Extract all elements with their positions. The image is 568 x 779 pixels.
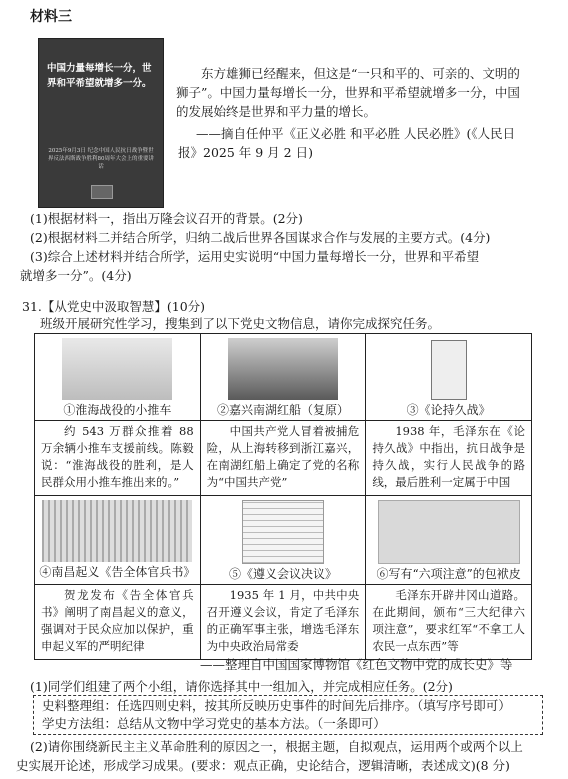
group-option-method: 学史方法组：总结从文物中学习党史的基本方法。（一条即可）	[42, 716, 386, 731]
group-option-sorting: 史料整理组：任选四则史料，按其所反映历史事件的时间先后排序。（填写序号即可）	[42, 698, 511, 713]
wheelbarrow-image	[62, 338, 172, 400]
artifact-caption: ⑤《遵义会议决议》	[228, 567, 337, 581]
red-boat-image	[228, 338, 338, 400]
table-credit: ——整理自中国国家博物馆《红色文物中党的成长史》等	[200, 657, 513, 672]
artifact-description: 毛泽东开辟井冈山道路。在此期间，颁布“三大纪律六项注意”，要求红军“不拿工人农民一点东西”等	[372, 588, 525, 653]
quote-source	[178, 124, 541, 162]
book-image	[431, 340, 467, 400]
source-line: ——摘自任仲平《正义必胜 和平必胜 人民必胜》(《人民日	[196, 126, 516, 141]
artifact-caption: ③《论持久战》	[406, 403, 491, 417]
artifact-description: 约 543 万群众推着 88 万余辆小推车支援前线。陈毅说：“淮海战役的胜利，是人民群众用小推车推出来的。”	[41, 424, 194, 489]
book-cover-subtitle: 2025年9月3日 纪念中国人民抗日战争暨世界反法西斯战争胜利80周年大会上的重要讲话	[48, 148, 154, 170]
material-heading: 材料三	[30, 9, 72, 25]
question-3-line: 就增多一分”。(4分)	[20, 268, 132, 283]
artifact-cell	[35, 334, 201, 421]
quote-line: 狮子”。中国力量每增长一分，世界和平希望就增多一分，中国	[176, 85, 520, 100]
question-3	[20, 247, 550, 285]
artifact-cell	[200, 334, 366, 421]
task-1: (1)同学们组建了两个小组，请你选择其中一组加入，并完成相应任务。(2分)	[30, 679, 453, 694]
publisher-logo-icon	[91, 185, 113, 199]
quote-line: 东方雄狮已经醒来，但这是“一只和平的、可亲的、文明的	[201, 66, 520, 81]
proclamation-image	[42, 500, 192, 562]
task-2-line: 史实展开论述，形成学习成果。(要求：观点正确，史论结合，逻辑清晰，表述成文)(8 分)	[16, 758, 510, 773]
artifact-caption: ①淮海战役的小推车	[63, 403, 172, 417]
book-cover-image	[38, 38, 164, 208]
artifact-description: 1938 年，毛泽东在《论持久战》中指出，抗日战争是持久战，实行人民战争的路线，最后胜利一定属于中国	[372, 424, 525, 489]
artifact-caption: ②嘉兴南湖红船（复原）	[216, 403, 349, 417]
question-31-heading: 31.【从党史中汲取智慧】(10分)	[22, 299, 206, 314]
question-2: (2)根据材料二并结合所学，归纳二战后世界各国谋求合作与发展的主要方式。(4分)	[30, 230, 491, 245]
question-1: (1)根据材料一，指出万隆会议召开的背景。(2分)	[30, 211, 303, 226]
question-31-intro: 班级开展研究性学习，搜集到了以下党史文物信息，请你完成探究任务。	[40, 316, 441, 331]
book-cover-title: 中国力量每增长一分，世界和平希望就增多一分。	[47, 63, 152, 89]
artifact-caption: ④南昌起义《告全体官兵书》	[39, 565, 196, 579]
task-2-line: (2)请你围绕新民主主义革命胜利的原因之一，根据主题，自拟观点，运用两个或两个以上	[30, 739, 523, 754]
question-3-line: (3)综合上述材料并结合所学，运用史实说明“中国力量每增长一分，世界和平希望	[30, 249, 480, 264]
group-options-box	[33, 695, 543, 735]
artifact-cell	[200, 496, 366, 585]
artifact-cell	[366, 496, 532, 585]
artifact-cell	[35, 496, 201, 585]
artifact-description: 1935 年 1 月，中共中央召开遵义会议，肯定了毛泽东的正确军事主张，增选毛泽东为中央政治局常委	[206, 588, 360, 653]
quote-line: 的发展始终是世界和平力量的增长。	[176, 104, 377, 119]
source-line: 报》2025 年 9 月 2 日)	[178, 145, 313, 160]
artifact-description: 贺龙发布《告全体官兵书》阐明了南昌起义的意义，强调对于民众应加以保护，重申起义军的严明纪律	[41, 588, 194, 653]
artifact-description: 中国共产党人冒着被捕危险，从上海转移到浙江嘉兴，在南湖红船上确定了党的名称为“中国共产党”	[206, 424, 360, 489]
artifact-table	[34, 333, 532, 660]
cloth-wrapper-image	[378, 500, 520, 564]
artifact-caption: ⑥写有“六项注意”的包袱皮	[376, 567, 521, 581]
material-quote	[176, 64, 544, 121]
artifact-cell	[366, 334, 532, 421]
resolution-document-image	[242, 500, 324, 564]
task-2	[16, 737, 555, 775]
